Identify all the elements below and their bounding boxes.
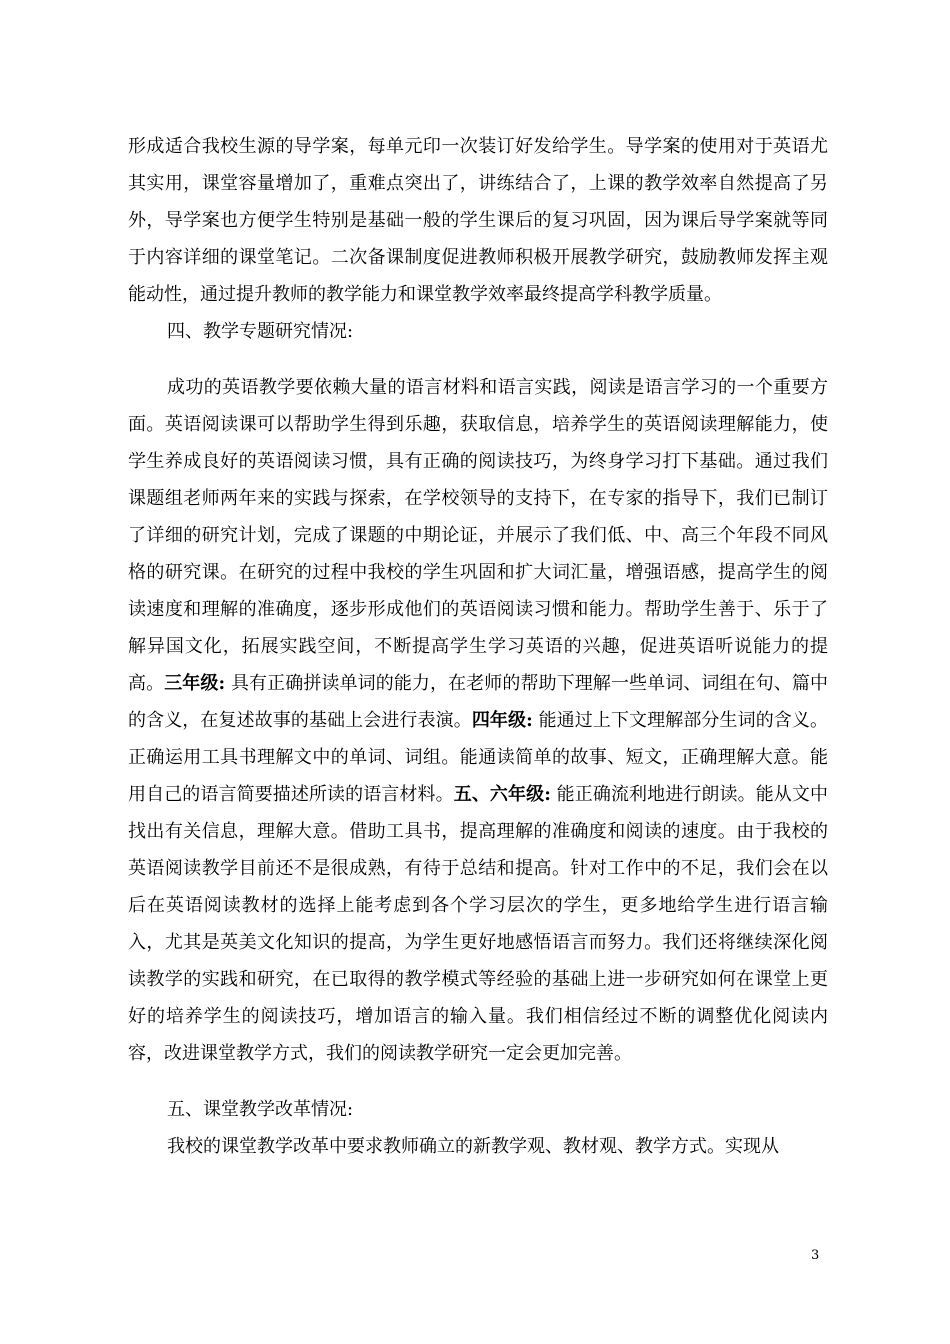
page-number: 3 bbox=[811, 1248, 820, 1263]
paragraph-intro-text: 成功的英语教学要依赖大量的语言材料和语言实践，阅读是语言学习的一个重要方面。英语阅读课可以帮助学生得到乐趣，获取信息，培养学生的英语阅读理解能力，使学生养成良好的英语阅读习惯，具有正确的阅读技巧，为终身学习打下基础。通过我们课题组老师两年来的实践与探索，在学校领导的支持下，在专家的指导下，我们已制订了详细的研究计划，完成了课题的中期论证，并展示了我们低、中、高三个年段不同风格的研究课。在研究的过程中我校的学生巩固和扩大词汇量，增强语感，提高学生的阅读速度和理解的准确度，逐步形成他们的英语阅读习惯和能力。帮助学生善于、乐于了解异国文化，拓展实践空间，不断提高学生学习英语的兴趣，促进英语听说能力的提高。 bbox=[128, 377, 828, 694]
grade4-text: 能通过上下文理解部分生词的含义。正确运用工具书理解文中的单词、词组。能通读简单的故事、短文，正确理解大意。能用自己的语言简要描述所读的语言材料。 bbox=[128, 710, 828, 805]
paragraph-reading-research bbox=[128, 369, 828, 1072]
paragraph-continuation: 形成适合我校生源的导学案，每单元印一次装订好发给学生。导学案的使用对于英语尤其实用，课堂容量增加了，重难点突出了，讲练结合了，上课的教学效率自然提高了另外，导学案也方便学生特别是基础一般的学生课后的复习巩固，因为课后导学案就等同于内容详细的课堂笔记。二次备课制度促进教师积极开展教学研究，鼓励教师发挥主观能动性，通过提升教师的教学能力和课堂教学效率最终提高学科教学质量。 bbox=[128, 136, 828, 305]
paragraph-classroom-reform: 我校的课堂教学改革中要求教师确立的新教学观、教材观、教学方式。实现从 bbox=[167, 1136, 779, 1157]
grade56-label: 五、六年级: bbox=[453, 784, 551, 805]
grade4-label: 四年级: bbox=[471, 710, 533, 731]
grade3-label: 三年级: bbox=[164, 673, 226, 694]
section-heading-4: 四、教学专题研究情况: bbox=[167, 321, 354, 342]
grade3-text: 具有正确拼读单词的能力，在老师的帮助下理解一些单词、词组在句、篇中的含义，在复述故事的基础上会进行表演。 bbox=[128, 673, 829, 731]
grade56-text: 能正确流利地进行朗读。能从文中找出有关信息，理解大意。借助工具书，提高理解的准确度和阅读的速度。由于我校的英语阅读教学目前还不是很成熟，有待于总结和提高。针对工作中的不足，我们会在以后在英语阅读教材的选择上能考虑到各个学习层次的学生，更多地给学生进行语言输入，尤其是英美文化知识的提高，为学生更好地感悟语言而努力。我们还将继续深化阅读教学的实践和研究，在已取得的教学模式等经验的基础上进一步研究如何在课堂上更好的培养学生的阅读技巧，增加语言的输入量。我们相信经过不断的调整优化阅读内容，改进课堂教学方式，我们的阅读教学研究一定会更加完善。 bbox=[128, 784, 828, 1064]
section-heading-5: 五、课堂教学改革情况: bbox=[167, 1099, 354, 1120]
document-body bbox=[128, 128, 828, 1165]
